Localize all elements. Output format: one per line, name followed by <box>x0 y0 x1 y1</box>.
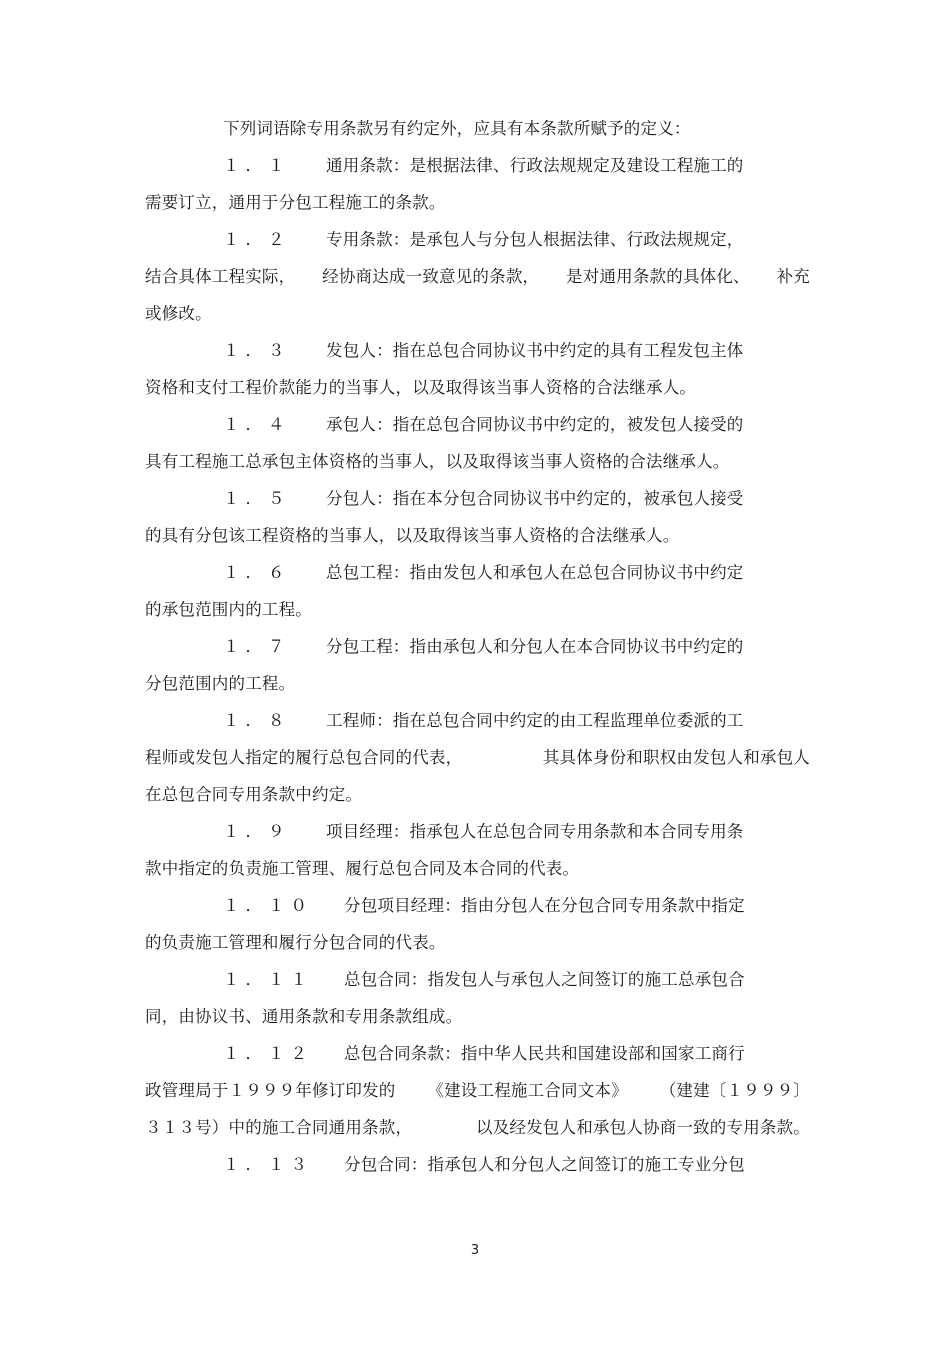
clause-text: 分包工程：指由承包人和分包人在本合同协议书中约定的 <box>326 637 744 656</box>
clause-text: 总包合同：指发包人与承包人之间签订的施工总承包合 <box>344 970 745 989</box>
clause-first-line <box>145 822 810 842</box>
page-number: 3 <box>470 1243 480 1258</box>
clause-number: １．１３ <box>223 1155 313 1174</box>
clause-text-segment: 《建设工程施工合同文本》 <box>427 1081 628 1100</box>
clause-text: 专用条款：是承包人与分包人根据法律、行政法规规定， <box>326 230 744 249</box>
clause-text: 分包项目经理：指由分包人在分包合同专用条款中指定 <box>344 896 745 915</box>
clause-continuation-line: 款中指定的负责施工管理、履行总包合同及本合同的代表。 <box>145 859 580 878</box>
clause-text-segment: 政管理局于１９９９年修订印发的 <box>145 1081 396 1100</box>
document-body <box>145 119 810 1192</box>
clause-number: １．７ <box>223 637 291 656</box>
clause-first-line <box>145 1155 810 1175</box>
clause-first-line <box>145 230 810 250</box>
clause-number: １．４ <box>223 415 291 434</box>
clause-first-line <box>145 1044 810 1064</box>
clause-number: １．１０ <box>223 896 313 915</box>
clause-continuation-line: 的承包范围内的工程。 <box>145 600 312 619</box>
clause-continuation-line <box>145 748 810 768</box>
clause-text: 分包人：指在本分包合同协议书中约定的，被承包人接受 <box>326 489 744 508</box>
clause-first-line <box>145 896 810 916</box>
clause-text: 分包合同：指承包人和分包人之间签订的施工专业分包 <box>344 1155 745 1174</box>
clause-text-segment: 其具体身份和职权由发包人和承包人 <box>542 748 810 767</box>
clause-number: １．８ <box>223 711 291 730</box>
clause-text-segment: 程师或发包人指定的履行总包合同的代表， <box>145 748 463 767</box>
clause-number: １．１２ <box>223 1044 313 1063</box>
clause-continuation-line: 在总包合同专用条款中约定。 <box>145 785 363 804</box>
clause-first-line <box>145 415 810 435</box>
clause-text-segment: ３１３号）中的施工合同通用条款， <box>145 1118 413 1137</box>
clause-text: 承包人：指在总包合同协议书中约定的，被发包人接受的 <box>326 415 744 434</box>
clause-first-line <box>145 489 810 509</box>
clause-continuation-line: 的具有分包该工程资格的当事人，以及取得该当事人资格的合法继承人。 <box>145 526 680 545</box>
clause-text: 发包人：指在总包合同协议书中约定的具有工程发包主体 <box>326 341 744 360</box>
clause-continuation-line <box>145 267 810 287</box>
clause-continuation-line <box>145 1118 810 1138</box>
clause-text-segment: 是对通用条款的具体化、 <box>566 267 750 286</box>
clause-text: 项目经理：指承包人在总包合同专用条款和本合同专用条 <box>326 822 744 841</box>
clause-text-segment: 经协商达成一致意见的条款， <box>322 267 540 286</box>
clause-continuation-line: 同，由协议书、通用条款和专用条款组成。 <box>145 1007 463 1026</box>
clause-text: 总包工程：指由发包人和承包人在总包合同协议书中约定 <box>326 563 744 582</box>
clause-text: 通用条款：是根据法律、行政法规规定及建设工程施工的 <box>326 156 744 175</box>
clause-number: １．９ <box>223 822 291 841</box>
clause-text-segment: 以及经发包人和承包人协商一致的专用条款。 <box>476 1118 810 1137</box>
clause-continuation-line: 具有工程施工总承包主体资格的当事人，以及取得该当事人资格的合法继承人。 <box>145 452 730 471</box>
clause-continuation-line: 需要订立，通用于分包工程施工的条款。 <box>145 193 446 212</box>
clause-first-line <box>145 156 810 176</box>
intro-paragraph: 下列词语除专用条款另有约定外，应具有本条款所赋予的定义： <box>223 119 691 138</box>
clause-number: １．５ <box>223 489 291 508</box>
clause-number: １．６ <box>223 563 291 582</box>
clause-number: １．２ <box>223 230 291 249</box>
clause-number: １．３ <box>223 341 291 360</box>
clause-continuation-line: 或修改。 <box>145 304 212 323</box>
clause-continuation-line: 的负责施工管理和履行分包合同的代表。 <box>145 933 446 952</box>
clause-continuation-line <box>145 1081 810 1101</box>
clause-number: １．１ <box>223 156 291 175</box>
clause-first-line <box>145 711 810 731</box>
clause-first-line <box>145 563 810 583</box>
clause-continuation-line: 资格和支付工程价款能力的当事人，以及取得该当事人资格的合法继承人。 <box>145 378 697 397</box>
clause-text-segment: （建建〔１９９９〕 <box>659 1081 810 1100</box>
clause-text: 总包合同条款：指中华人民共和国建设部和国家工商行 <box>344 1044 745 1063</box>
clause-text-segment: 补充 <box>776 267 810 286</box>
clause-number: １．１１ <box>223 970 313 989</box>
clause-first-line <box>145 341 810 361</box>
clause-text-segment: 结合具体工程实际， <box>145 267 296 286</box>
clause-continuation-line: 分包范围内的工程。 <box>145 674 296 693</box>
clause-first-line <box>145 970 810 990</box>
clause-first-line <box>145 637 810 657</box>
clause-text: 工程师：指在总包合同中约定的由工程监理单位委派的工 <box>326 711 744 730</box>
